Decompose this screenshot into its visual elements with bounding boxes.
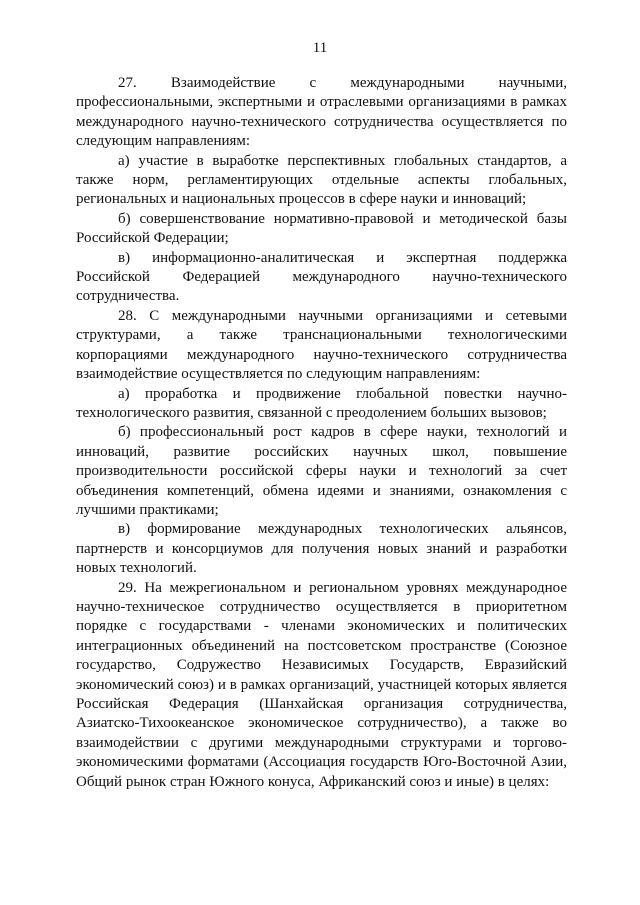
- paragraph-27-v: в) информационно-аналитическая и экспертная поддержка Российской Федерацией международного научно-технического сотрудничества.: [76, 249, 567, 305]
- page-number: 11: [312, 40, 328, 56]
- paragraph-28-a: а) проработка и продвижение глобальной повестки научно-технологического развития, связанной с преодолением больших вызовов;: [76, 385, 567, 421]
- paragraph-28-b: б) профессиональный рост кадров в сфере науки, технологий и инноваций, развитие российских научных школ, повышение производительности российской сферы науки и технологий за счет объединения компетенций, обмена идеями и знаниями, ознакомления с лучшими практиками;: [76, 424, 567, 518]
- paragraph-27: 27. Взаимодействие с международными научными, профессиональными, экспертными и отраслевыми организациями в рамках международного научно-технического сотрудничества осуществляется по следующим направлениям:: [76, 75, 567, 150]
- paragraph-28: 28. С международными научными организациями и сетевыми структурами, а также транснациональными технологическими корпорациями международного научно-технического сотрудничества взаимодействие осуществляется по следующим направлениям:: [76, 307, 567, 383]
- paragraph-28-v: в) формирование международных технологических альянсов, партнерств и консорциумов для получения новых знаний и разработки новых технологий.: [76, 521, 567, 577]
- paragraph-29: 29. На межрегиональном и региональном уровнях международное научно-техническое сотрудничество осуществляется в приоритетном порядке с государствами - членами экономических и политических интеграционных объединений на постсоветском пространстве (Союзное государство, Содружество Независимых Государств, Евразийский экономический союз) и в рамках организаций, участницей которых является Российская Федерация (Шанхайская организация сотрудничества, Азиатско-Тихоокеанское экономическое сотрудничество), а также во взаимодействии с другими международными структурами и торгово-экономическими форматами (Ассоциация государств Юго-Восточной Азии, Общий рынок стран Южного конуса, Африканский союз и иные) в целях:: [76, 579, 567, 790]
- paragraph-27-b: б) совершенствование нормативно-правовой и методической базы Российской Федерации;: [76, 210, 567, 247]
- document-body: [76, 74, 567, 792]
- paragraph-27-a: а) участие в выработке перспективных глобальных стандартов, а также норм, регламентирующих отдельные аспекты глобальных, региональных и национальных процессов в сфере науки и инноваций;: [76, 152, 567, 208]
